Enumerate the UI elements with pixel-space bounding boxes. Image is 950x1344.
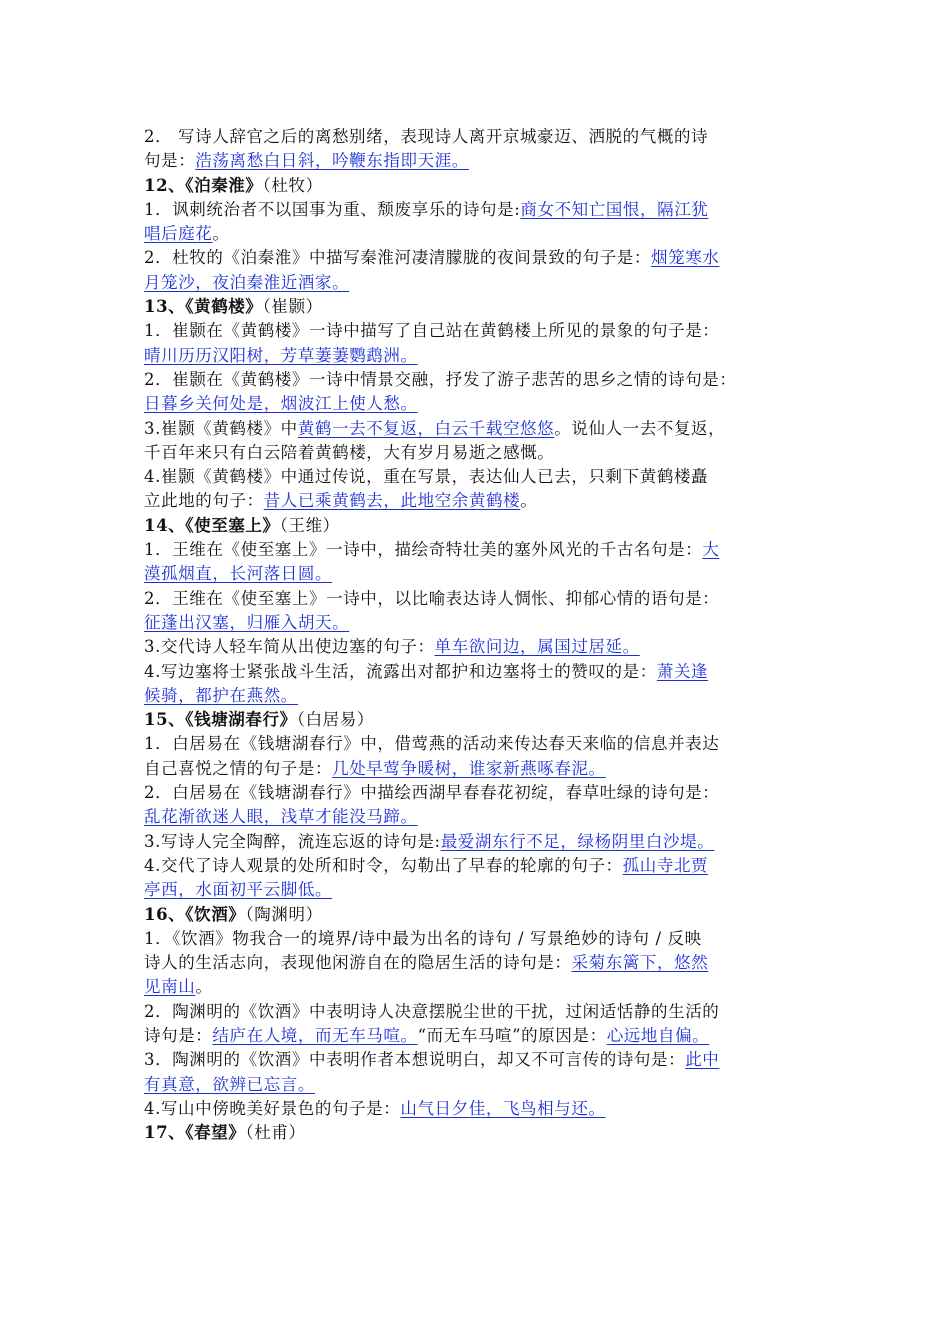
text-line [144,1097,806,1121]
question-text: 2． 写诗人辞官之后的离愁别绪，表现诗人离开京城豪迈、洒脱的气概的诗 [144,127,709,146]
answer-text: 烟笼寒水 [651,248,720,268]
answer-text: 几处早莺争暖树，谁家新燕啄春泥。 [332,758,606,778]
question-text: 2．白居易在《钱塘湖春行》中描绘西湖早春春花初绽，春草吐绿的诗句是： [144,783,720,803]
answer-text: 亭西，水面初平云脚低。 [144,880,333,900]
text-line [144,878,806,902]
question-text: 4.写山中傍晚美好景色的句子是： [144,1098,401,1118]
text-line [144,805,806,829]
text-line [144,1048,806,1072]
answer-text: 候骑，都护在燕然。 [144,685,298,705]
text-line [144,562,806,586]
question-text: 诗句是： [144,1025,213,1045]
text-line [144,854,806,878]
answer-text: 昔人已乘黄鹤去，此地空余黄鹤楼 [263,491,521,511]
text-line [144,125,806,149]
poem-title: 13、《黄鹤楼》 [144,297,263,317]
text-line [144,781,806,805]
question-text: 诗人的生活志向，表现他闲游自在的隐居生活的诗句是： [144,953,572,973]
question-text: 立此地的句子： [144,491,264,511]
text-line [144,319,806,343]
question-text: “而无车马喧”的原因是： [417,1025,607,1045]
answer-text: 结庐在人境，而无车马喧。 [212,1025,418,1045]
answer-text: 月笼沙，夜泊秦淮近酒家。 [144,272,350,292]
text-line [144,635,806,659]
answer-text: 心远地自偏。 [606,1025,710,1045]
text-line [144,271,806,295]
poem-author: （杜牧） [262,175,323,195]
answer-text: 采菊东篱下，悠然 [571,953,709,973]
question-text: 4.交代了诗人观景的处所和时令，勾勒出了早春的轮廓的句子： [144,855,623,875]
answer-text: 日暮乡关何处是，烟波江上使人愁。 [144,394,418,414]
question-text: 3.写诗人完全陶醉，流连忘返的诗句是: [144,831,441,851]
poem-heading [144,174,806,198]
text-line [144,975,806,999]
question-text: 4.崔颢《黄鹤楼》中通过传说，重在写景，表达仙人已去，只剩下黄鹤楼矗 [144,467,709,487]
question-text: 2．王维在《使至塞上》一诗中，以比喻表达诗人惆怅、抑郁心情的语句是： [144,588,720,608]
poem-heading [144,295,806,319]
question-text: 3.崔颢《黄鹤楼》中 [144,418,298,438]
text-line [144,684,806,708]
poem-author: （王维） [279,515,340,535]
question-text: 句是： [144,151,196,171]
text-line [144,392,806,416]
question-text: 。 [212,224,230,244]
text-line [144,830,806,854]
text-line [144,611,806,635]
text-line [144,465,806,489]
text-line [144,1073,806,1097]
text-line [144,368,806,392]
text-line [144,732,806,756]
poem-author: （杜甫） [245,1123,306,1143]
text-line [144,222,806,246]
question-text: 3.交代诗人轻车简从出使边塞的句子： [144,637,435,657]
text-line [144,660,806,684]
poem-heading [144,903,806,927]
question-text: 2．杜牧的《泊秦淮》中描写秦淮河凄清朦胧的夜间景致的句子是： [144,248,651,268]
poem-title: 17、《春望》 [144,1123,246,1143]
poem-author: （陶渊明） [245,904,323,924]
question-text: 3．陶渊明的《饮酒》中表明作者本想说明白，却又不可言传的诗句是： [144,1050,686,1070]
question-text: 1．王维在《使至塞上》一诗中，描绘奇特壮美的塞外风光的千古名句是： [144,540,703,560]
answer-text: 大 [702,540,720,560]
poem-title: 16、《饮酒》 [144,904,246,924]
text-line [144,1024,806,1048]
poem-heading [144,708,806,732]
answer-text: 单车欲问边，属国过居延。 [434,637,640,657]
question-text: 1．讽刺统治者不以国事为重、颓废享乐的诗句是: [144,199,521,219]
question-text: 自己喜悦之情的句子是： [144,758,333,778]
poem-author: （白居易） [296,710,374,730]
answer-text: 萧关逢 [656,661,709,681]
text-line [144,757,806,781]
text-line [144,344,806,368]
answer-text: 最爱湖东行不足，绿杨阴里白沙堤。 [440,831,715,851]
poem-title: 14、《使至塞上》 [144,515,280,535]
text-line [144,198,806,222]
answer-text: 孤山寺北贾 [622,855,709,875]
question-text: 2．陶渊明的《饮酒》中表明诗人决意摆脱尘世的干扰，过闲适恬静的生活的 [144,1001,720,1021]
answer-text: 唱后庭花 [144,224,213,244]
answer-text: 有真意，欲辨已忘言。 [144,1074,315,1094]
text-line [144,417,806,441]
question-text: 千百年来只有白云陪着黄鹤楼，大有岁月易逝之感慨。 [144,442,555,462]
answer-text: 浩荡离愁白日斜，吟鞭东指即天涯。 [195,151,469,171]
answer-text: 征蓬出汉塞，归雁入胡天。 [144,612,350,632]
question-text: 。说仙人一去不复返， [554,418,726,438]
question-text: 1．崔颢在《黄鹤楼》一诗中描写了自己站在黄鹤楼上所见的景象的句子是： [144,321,720,341]
text-line [144,927,806,951]
poem-heading [144,514,806,538]
answer-text: 山气日夕佳，飞鸟相与还。 [400,1098,606,1118]
text-line [144,1000,806,1024]
text-line [144,441,806,465]
document-body [144,125,806,1145]
poem-title: 15、《钱塘湖春行》 [144,710,297,730]
question-text: 4.写边塞将士紧张战斗生活，流露出对都护和边塞将士的赞叹的是： [144,661,657,681]
answer-text: 此中 [685,1050,720,1070]
poem-title: 12、《泊秦淮》 [144,175,263,195]
question-text: 1．《饮酒》物我合一的境界/诗中最为出名的诗句 / 写景绝妙的诗句 / 反映 [144,928,702,948]
text-line [144,149,806,173]
question-text: 。 [195,977,213,997]
answer-text: 见南山 [144,977,196,997]
poem-author: （崔颢） [262,297,323,317]
question-text: 2．崔颢在《黄鹤楼》一诗中情景交融，抒发了游子悲苦的思乡之情的诗句是： [144,369,737,389]
answer-text: 乱花渐欲迷人眼，浅草才能没马蹄。 [144,807,418,827]
question-text: 1．白居易在《钱塘湖春行》中，借莺燕的活动来传达春天来临的信息并表达 [144,734,720,754]
text-line [144,489,806,513]
text-line [144,246,806,270]
text-line [144,951,806,975]
answer-text: 黄鹤一去不复返，白云千载空悠悠 [297,418,555,438]
answer-text: 商女不知亡国恨，隔江犹 [520,199,709,219]
text-line [144,587,806,611]
question-text: 。 [520,491,538,511]
answer-text: 漠孤烟直，长河落日圆。 [144,564,333,584]
answer-text: 晴川历历汉阳树，芳草萋萋鹦鹉洲。 [144,345,418,365]
poem-heading [144,1121,806,1145]
text-line [144,538,806,562]
